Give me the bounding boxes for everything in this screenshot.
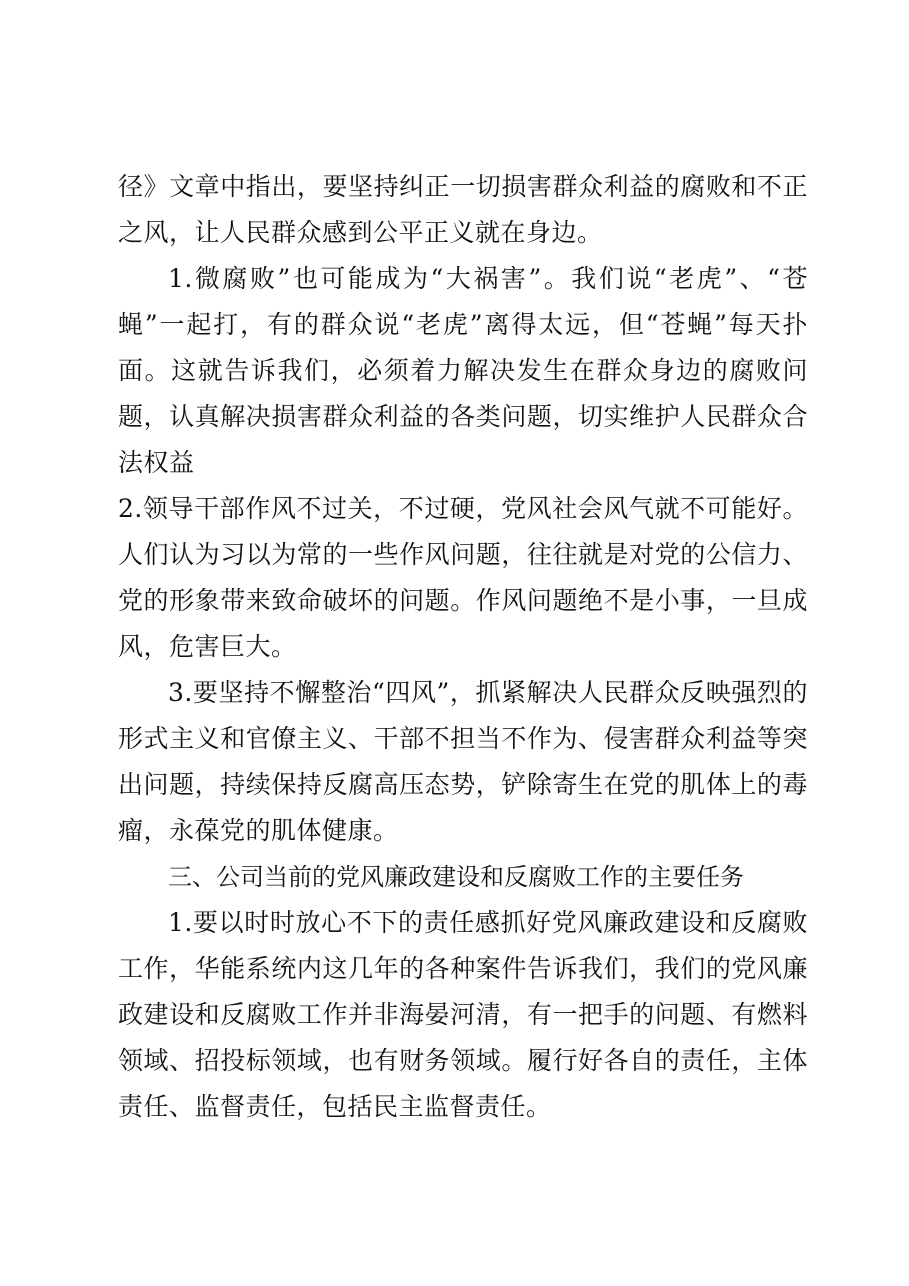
section-heading-3: 三、公司当前的党风廉政建设和反腐败工作的主要任务 [168,863,744,891]
paragraph-continuation: 径》文章中指出，要坚持纠正一切损害群众利益的腐败和不正之风，让人民群众感到公平正义就在身边。 [118,172,808,247]
paragraph-item-1: 1.微腐败”也可能成为“大祸害”。我们说“老虎”、“苍蝇”一起打，有的群众说“老虎”离得太远，但“苍蝇”每天扑面。这就告诉我们，必须着力解决发生在群众身边的腐败问题，认真解决损害群众利益的各类问题，切实维护人民群众合法权益 [118,264,808,477]
paragraph-section3-item-1: 1.要以时时放心不下的责任感抓好党风廉政建设和反腐败工作，华能系统内这几年的各种案件告诉我们，我们的党风廉政建设和反腐败工作并非海晏河清，有一把手的问题、有燃料领域、招投标领域，也有财务领域。履行好各自的责任，主体责任、监督责任，包括民主监督责任。 [118,908,808,1121]
paragraph-item-3: 3.要坚持不懈整治“四风”，抓紧解决人民群众反映强烈的形式主义和官僚主义、干部不担当不作为、侵害群众利益等突出问题，持续保持反腐高压态势，铲除寄生在党的肌体上的毒瘤，永葆党的肌体健康。 [118,678,808,845]
document-body [118,164,808,1130]
paragraph-item-2: 2.领导干部作风不过关，不过硬，党风社会风气就不可能好。人们认为习以为常的一些作风问题，往往就是对党的公信力、党的形象带来致命破坏的问题。作风问题绝不是小事，一旦成风，危害巨大。 [118,494,808,661]
